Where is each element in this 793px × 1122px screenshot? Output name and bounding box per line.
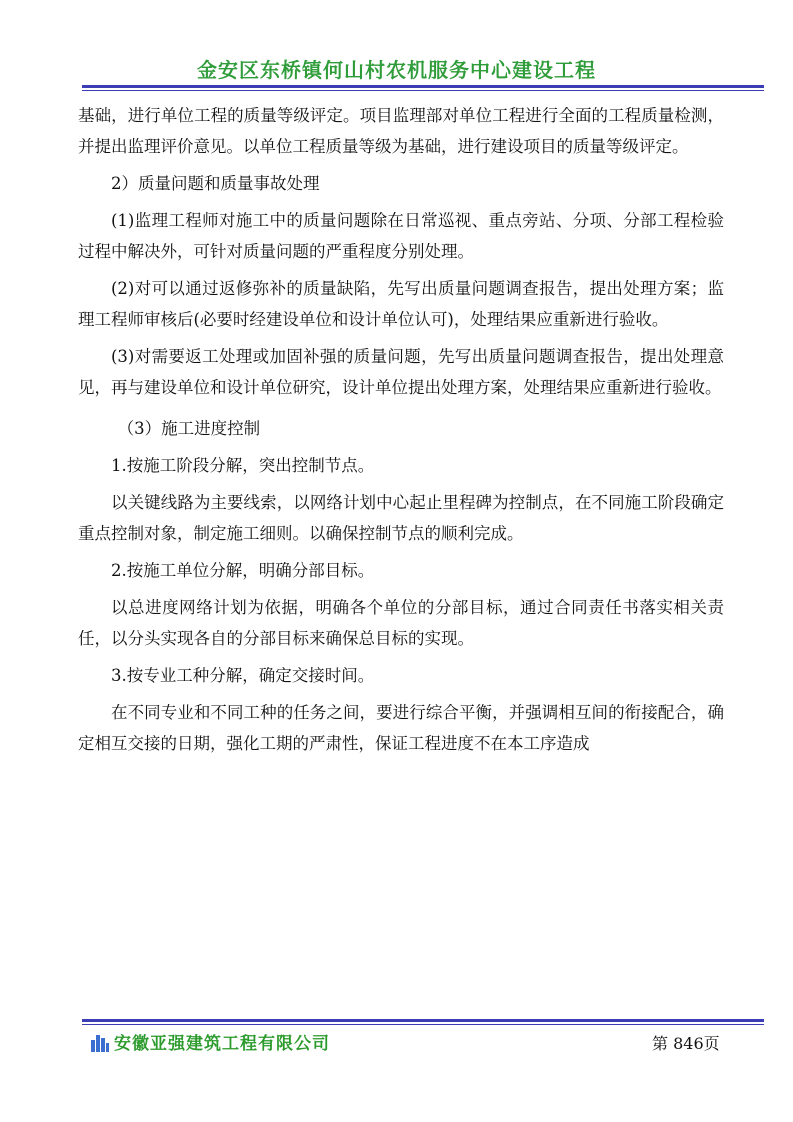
paragraph: (3)对需要返工处理或加固补强的质量问题，先写出质量问题调查报告，提出处理意见，再与建设单位和设计单位研究，设计单位提出处理方案，处理结果应重新进行验收。: [78, 347, 724, 397]
subsection-heading: 2.按施工单位分解，明确分部目标。: [111, 561, 375, 580]
subsection-heading: 1.按施工阶段分解，突出控制节点。: [111, 456, 375, 475]
page-number: 第 846页: [652, 1034, 720, 1053]
section-heading: （3）施工进度控制: [117, 419, 261, 438]
page-header-title: 金安区东桥镇何山村农机服务中心建设工程: [197, 58, 596, 82]
footer-rule-thick: [82, 1019, 764, 1022]
subsection-heading: 3.按专业工种分解，确定交接时间。: [111, 666, 375, 685]
paragraph: (2)对可以通过返修弥补的质量缺陷，先写出质量问题调查报告，提出处理方案；监理工程师审核后(必要时经建设单位和设计单位认可)，处理结果应重新进行验收。: [78, 279, 724, 329]
paragraph: 基础，进行单位工程的质量等级评定。项目监理部对单位工程进行全面的工程质量检测，并提出监理评价意见。以单位工程质量等级为基础，进行建设项目的质量等级评定。: [78, 106, 724, 156]
header-rule-thick: [82, 85, 764, 88]
footer-company: [90, 1029, 330, 1054]
section-heading: 2）质量问题和质量事故处理: [111, 174, 320, 193]
paragraph: 以总进度网络计划为依据，明确各个单位的分部目标，通过合同责任书落实相关责任，以分头实现各自的分部目标来确保总目标的实现。: [78, 598, 724, 648]
document-body: [78, 100, 724, 759]
paragraph: 以关键线路为主要线索，以网络计划中心起止里程碑为控制点，在不同施工阶段确定重点控制对象，制定施工细则。以确保控制节点的顺利完成。: [78, 493, 724, 543]
paragraph: 在不同专业和不同工种的任务之间，要进行综合平衡，并强调相互间的衔接配合，确定相互交接的日期，强化工期的严肃性，保证工程进度不在本工序造成: [78, 703, 724, 753]
paragraph: (1)监理工程师对施工中的质量问题除在日常巡视、重点旁站、分项、分部工程检验过程中解决外，可针对质量问题的严重程度分别处理。: [78, 211, 724, 261]
building-logo-icon: [90, 1032, 110, 1052]
footer-company-name: 安徽亚强建筑工程有限公司: [114, 1034, 330, 1054]
header-rule-thin: [82, 90, 764, 91]
footer-rule-thin: [82, 1024, 764, 1025]
